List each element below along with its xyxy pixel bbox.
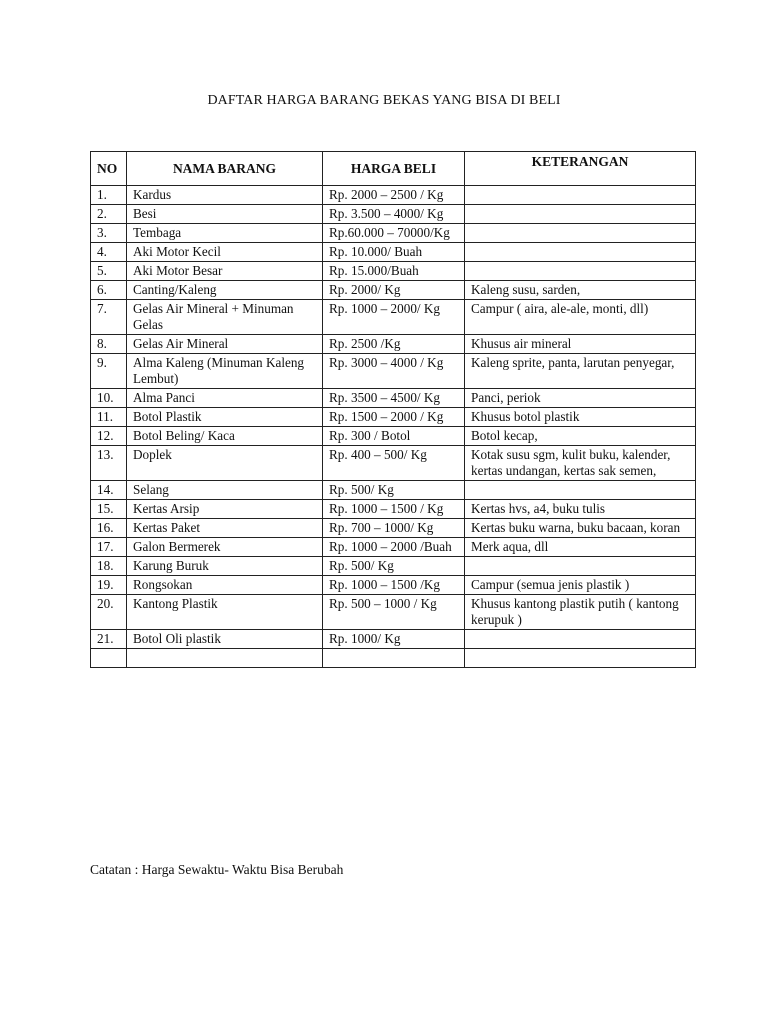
cell-nama-barang: Rongsokan <box>127 576 323 595</box>
table-row <box>91 557 696 576</box>
cell-no: 18. <box>91 557 127 576</box>
cell-no: 11. <box>91 408 127 427</box>
cell-harga-beli: Rp. 1000 – 2000/ Kg <box>323 300 465 335</box>
cell-keterangan: Kotak susu sgm, kulit buku, kalender, kertas undangan, kertas sak semen, <box>465 446 696 481</box>
cell-nama-barang: Kertas Arsip <box>127 500 323 519</box>
cell-nama-barang: Kertas Paket <box>127 519 323 538</box>
cell-no: 10. <box>91 389 127 408</box>
cell-keterangan: Kertas buku warna, buku bacaan, koran <box>465 519 696 538</box>
cell-no: 13. <box>91 446 127 481</box>
cell-no: 2. <box>91 205 127 224</box>
header-no: NO <box>91 152 127 186</box>
cell-nama-barang: Alma Panci <box>127 389 323 408</box>
table-row-empty <box>91 649 696 668</box>
cell-nama-barang: Kantong Plastik <box>127 595 323 630</box>
cell-keterangan <box>465 205 696 224</box>
cell-harga-beli: Rp. 1000 – 1500 /Kg <box>323 576 465 595</box>
cell-keterangan <box>465 262 696 281</box>
cell-keterangan: Khusus kantong plastik putih ( kantong kerupuk ) <box>465 595 696 630</box>
table-body <box>91 186 696 668</box>
cell-nama-barang: Doplek <box>127 446 323 481</box>
cell-harga-beli: Rp. 3500 – 4500/ Kg <box>323 389 465 408</box>
cell-no: 14. <box>91 481 127 500</box>
cell-harga-beli: Rp. 15.000/Buah <box>323 262 465 281</box>
cell-nama-barang: Gelas Air Mineral <box>127 335 323 354</box>
cell-harga-beli: Rp. 1000/ Kg <box>323 630 465 649</box>
empty-cell <box>127 649 323 668</box>
table-row <box>91 262 696 281</box>
cell-nama-barang: Botol Plastik <box>127 408 323 427</box>
cell-harga-beli: Rp. 1000 – 1500 / Kg <box>323 500 465 519</box>
table-row <box>91 630 696 649</box>
cell-nama-barang: Karung Buruk <box>127 557 323 576</box>
header-keterangan: KETERANGAN <box>465 152 696 186</box>
cell-harga-beli: Rp. 3000 – 4000 / Kg <box>323 354 465 389</box>
cell-no: 7. <box>91 300 127 335</box>
price-table <box>90 151 696 668</box>
cell-keterangan: Kaleng sprite, panta, larutan penyegar, <box>465 354 696 389</box>
cell-nama-barang: Aki Motor Kecil <box>127 243 323 262</box>
table-row <box>91 243 696 262</box>
cell-keterangan <box>465 481 696 500</box>
cell-harga-beli: Rp. 400 – 500/ Kg <box>323 446 465 481</box>
table-row <box>91 446 696 481</box>
cell-no: 4. <box>91 243 127 262</box>
cell-no: 9. <box>91 354 127 389</box>
table-row <box>91 576 696 595</box>
table-row <box>91 595 696 630</box>
table-row <box>91 538 696 557</box>
cell-harga-beli: Rp. 2000 – 2500 / Kg <box>323 186 465 205</box>
cell-nama-barang: Botol Oli plastik <box>127 630 323 649</box>
cell-no: 12. <box>91 427 127 446</box>
cell-no: 5. <box>91 262 127 281</box>
cell-no: 16. <box>91 519 127 538</box>
cell-keterangan <box>465 630 696 649</box>
cell-keterangan: Campur (semua jenis plastik ) <box>465 576 696 595</box>
table-row <box>91 224 696 243</box>
cell-harga-beli: Rp. 2000/ Kg <box>323 281 465 300</box>
header-harga-beli: HARGA BELI <box>323 152 465 186</box>
empty-cell <box>91 649 127 668</box>
header-nama-barang: NAMA BARANG <box>127 152 323 186</box>
table-row <box>91 519 696 538</box>
cell-nama-barang: Galon Bermerek <box>127 538 323 557</box>
document-title: DAFTAR HARGA BARANG BEKAS YANG BISA DI BELI <box>207 93 561 108</box>
cell-keterangan: Botol kecap, <box>465 427 696 446</box>
footer-note: Catatan : Harga Sewaktu- Waktu Bisa Berubah <box>90 862 344 877</box>
table-row <box>91 389 696 408</box>
cell-no: 8. <box>91 335 127 354</box>
table-header-row <box>91 152 696 186</box>
empty-cell <box>465 649 696 668</box>
cell-no: 3. <box>91 224 127 243</box>
cell-keterangan <box>465 557 696 576</box>
table-row <box>91 354 696 389</box>
empty-cell <box>323 649 465 668</box>
cell-nama-barang: Alma Kaleng (Minuman Kaleng Lembut) <box>127 354 323 389</box>
cell-no: 1. <box>91 186 127 205</box>
cell-harga-beli: Rp. 500/ Kg <box>323 557 465 576</box>
cell-keterangan: Campur ( aira, ale-ale, monti, dll) <box>465 300 696 335</box>
cell-harga-beli: Rp. 1000 – 2000 /Buah <box>323 538 465 557</box>
cell-harga-beli: Rp.60.000 – 70000/Kg <box>323 224 465 243</box>
cell-harga-beli: Rp. 10.000/ Buah <box>323 243 465 262</box>
cell-no: 6. <box>91 281 127 300</box>
table-row <box>91 408 696 427</box>
cell-harga-beli: Rp. 700 – 1000/ Kg <box>323 519 465 538</box>
cell-nama-barang: Tembaga <box>127 224 323 243</box>
cell-harga-beli: Rp. 3.500 – 4000/ Kg <box>323 205 465 224</box>
table-row <box>91 281 696 300</box>
cell-keterangan <box>465 186 696 205</box>
table-row <box>91 427 696 446</box>
cell-nama-barang: Besi <box>127 205 323 224</box>
cell-keterangan: Kaleng susu, sarden, <box>465 281 696 300</box>
cell-nama-barang: Aki Motor Besar <box>127 262 323 281</box>
cell-harga-beli: Rp. 300 / Botol <box>323 427 465 446</box>
cell-keterangan <box>465 243 696 262</box>
cell-nama-barang: Selang <box>127 481 323 500</box>
cell-harga-beli: Rp. 2500 /Kg <box>323 335 465 354</box>
table-row <box>91 300 696 335</box>
cell-keterangan: Panci, periok <box>465 389 696 408</box>
cell-harga-beli: Rp. 1500 – 2000 / Kg <box>323 408 465 427</box>
cell-harga-beli: Rp. 500/ Kg <box>323 481 465 500</box>
table-row <box>91 500 696 519</box>
cell-nama-barang: Gelas Air Mineral + Minuman Gelas <box>127 300 323 335</box>
cell-no: 19. <box>91 576 127 595</box>
table-row <box>91 186 696 205</box>
cell-nama-barang: Kardus <box>127 186 323 205</box>
table-row <box>91 481 696 500</box>
table-row <box>91 335 696 354</box>
cell-keterangan: Merk aqua, dll <box>465 538 696 557</box>
cell-keterangan: Kertas hvs, a4, buku tulis <box>465 500 696 519</box>
cell-nama-barang: Canting/Kaleng <box>127 281 323 300</box>
cell-no: 15. <box>91 500 127 519</box>
table-row <box>91 205 696 224</box>
cell-keterangan: Khusus botol plastik <box>465 408 696 427</box>
cell-no: 21. <box>91 630 127 649</box>
cell-no: 17. <box>91 538 127 557</box>
cell-nama-barang: Botol Beling/ Kaca <box>127 427 323 446</box>
cell-no: 20. <box>91 595 127 630</box>
cell-keterangan <box>465 224 696 243</box>
cell-keterangan: Khusus air mineral <box>465 335 696 354</box>
cell-harga-beli: Rp. 500 – 1000 / Kg <box>323 595 465 630</box>
